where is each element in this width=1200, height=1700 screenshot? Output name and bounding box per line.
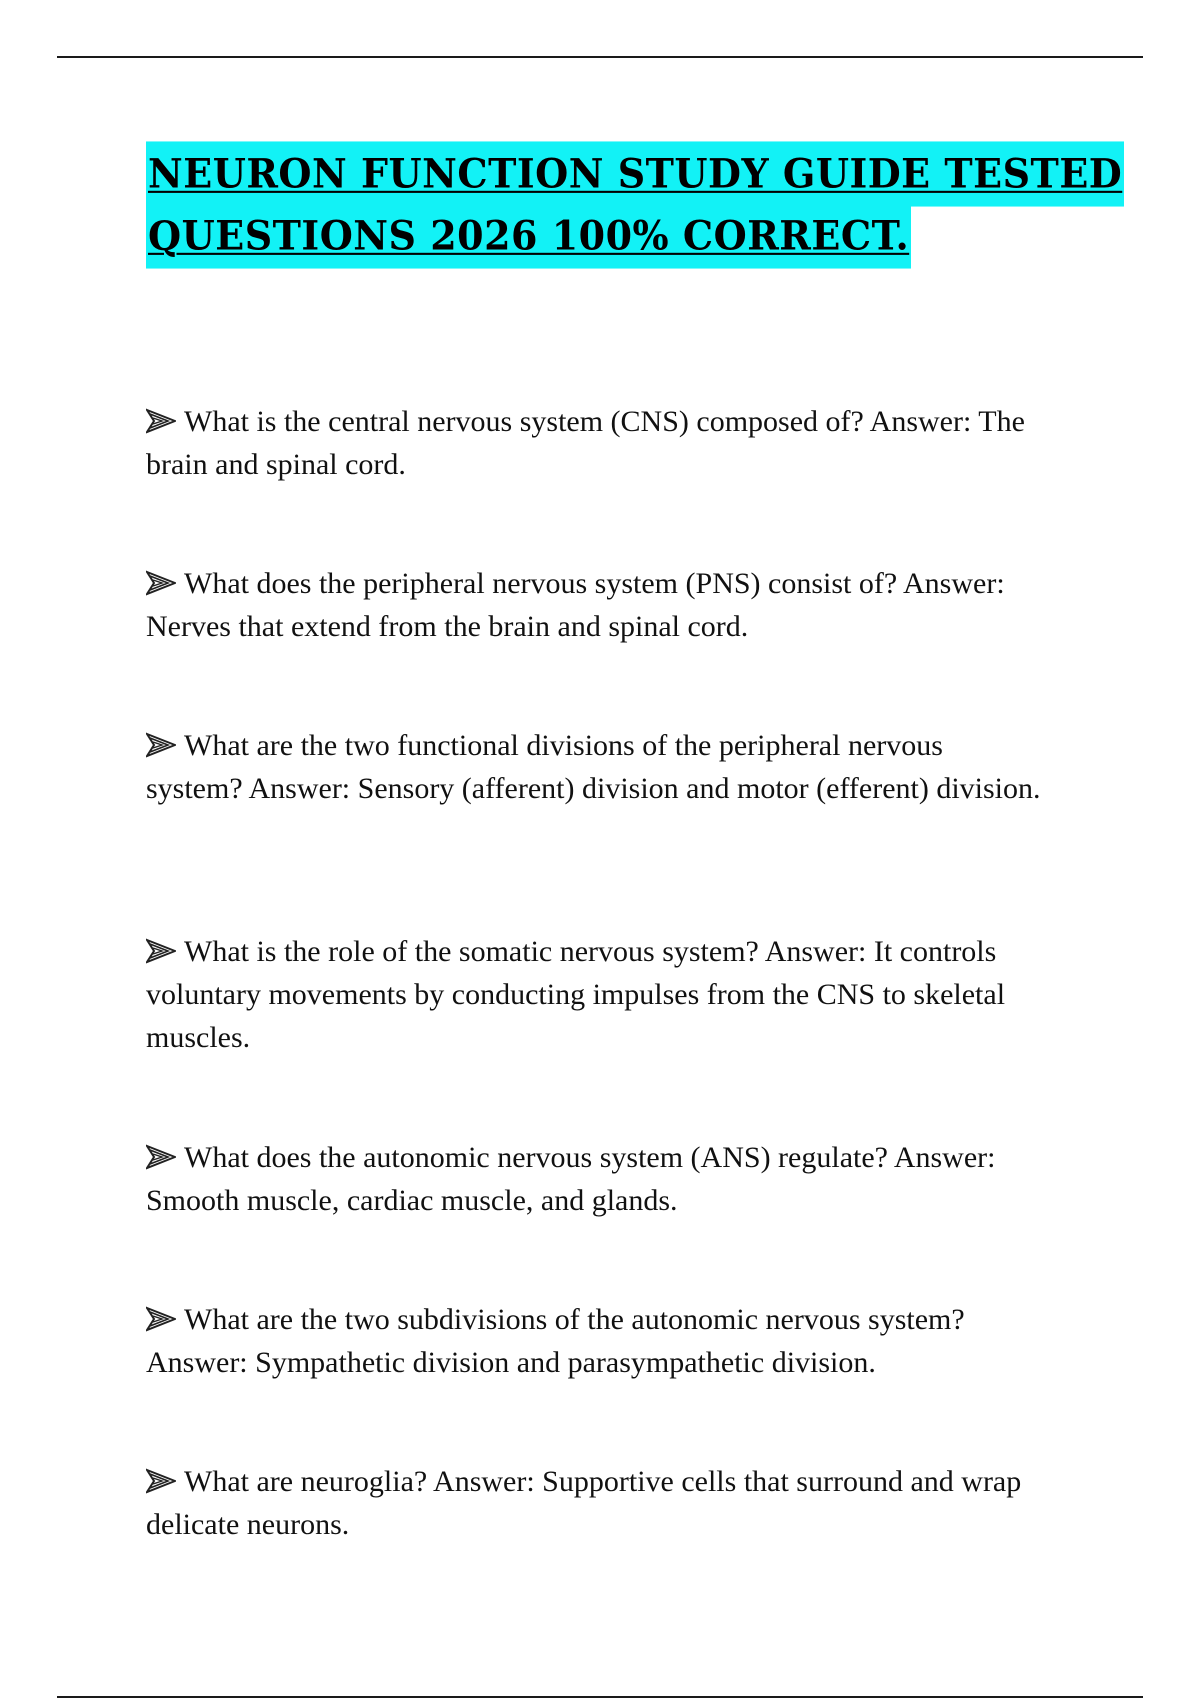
arrowhead-bullet-icon — [146, 408, 176, 434]
arrowhead-bullet-icon — [146, 732, 176, 758]
arrowhead-bullet-icon — [146, 1306, 176, 1332]
qa-item — [146, 1298, 1046, 1384]
qa-item — [146, 724, 1046, 810]
qa-item — [146, 930, 1046, 1059]
qa-text: What does the peripheral nervous system (PNS) consist of? Answer: Nerves that extend from the brain and spinal cord. — [146, 567, 1005, 643]
qa-text: What are the two subdivisions of the autonomic nervous system? Answer: Sympathetic division and parasympathetic division. — [146, 1303, 965, 1379]
arrowhead-bullet-icon — [146, 1144, 176, 1170]
qa-item — [146, 400, 1046, 486]
title-line-2: QUESTIONS 2026 100% CORRECT. — [146, 203, 911, 268]
qa-text: What does the autonomic nervous system (ANS) regulate? Answer: Smooth muscle, cardiac muscle, and glands. — [146, 1141, 996, 1217]
title-line-1: NEURON FUNCTION STUDY GUIDE TESTED — [146, 141, 1124, 206]
document-title — [146, 143, 1123, 267]
footer-rule — [57, 1696, 1143, 1698]
arrowhead-bullet-icon — [146, 1468, 176, 1494]
qa-text: What is the role of the somatic nervous system? Answer: It controls voluntary movements by conducting impulses from the CNS to skeletal muscles. — [146, 935, 1006, 1054]
header-rule — [57, 56, 1143, 58]
arrowhead-bullet-icon — [146, 570, 176, 596]
arrowhead-bullet-icon — [146, 938, 176, 964]
qa-text: What are the two functional divisions of the peripheral nervous system? Answer: Sensory (afferent) division and motor (efferent) division. — [146, 729, 1041, 805]
qa-text: What are neuroglia? Answer: Supportive cells that surround and wrap delicate neurons. — [146, 1465, 1022, 1541]
qa-item — [146, 1460, 1046, 1546]
qa-item — [146, 562, 1046, 648]
qa-text: What is the central nervous system (CNS) composed of? Answer: The brain and spinal cord. — [146, 405, 1025, 481]
qa-item — [146, 1136, 1046, 1222]
